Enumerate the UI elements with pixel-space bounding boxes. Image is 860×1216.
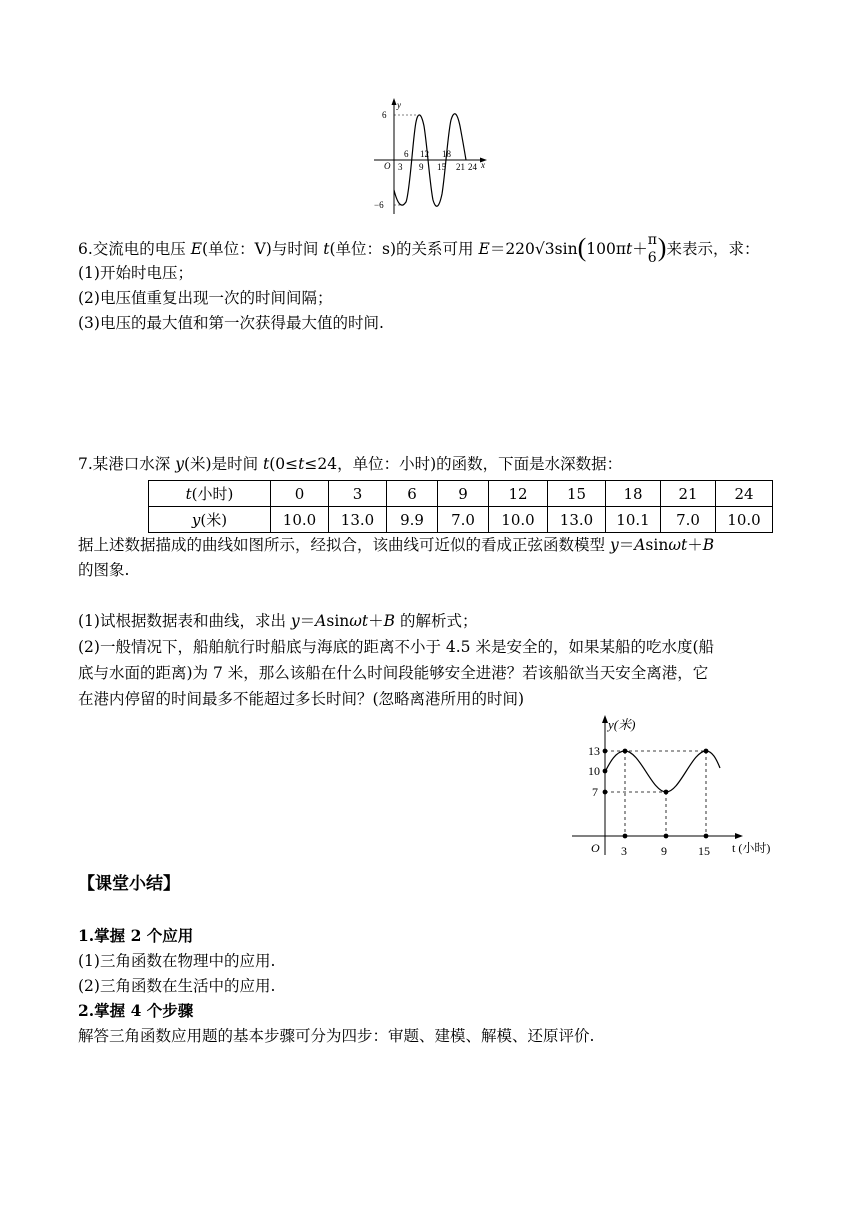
row-label-t [149,481,271,507]
q6-six: 6 [647,250,657,266]
point-t3 [623,834,628,839]
q6-right-paren: ) [657,233,667,262]
model-eq: ＝ [299,612,316,630]
x-tick-18: 18 [442,149,451,159]
y-tick-13: 13 [588,744,600,758]
x-tick-6: 6 [404,149,409,159]
y-axis-label: y [397,100,401,110]
model-A: A [634,536,646,554]
label-var: y [191,511,201,529]
table-cell: 21 [661,481,716,507]
summary-steps-text: 解答三角函数应用题的基本步骤可分为四步：审题、建模、解模、还原评价. [78,1027,595,1045]
table-cell: 24 [716,481,773,507]
q7-text: 7.某港口水深 [78,455,176,473]
q7-part2-line3: 在港内停留的时间最多不能超过多长时间？(忽略离港所用的时间) [78,690,525,708]
point-t15 [704,834,709,839]
label-unit: (米) [200,511,228,529]
water-depth-figure [560,712,792,862]
model-sin: sin [645,536,669,554]
x-tick-15: 15 [437,162,446,172]
q6-stem [78,232,760,266]
x-tick-21: 21 [456,162,465,172]
q6-var-E: E [190,240,203,258]
y-axis-arrow [392,98,397,105]
origin-label: O [591,841,600,855]
sine-graph-figure [360,96,500,216]
table-cell: 13.0 [548,507,606,533]
x-axis-label: x [481,160,485,170]
table-cell: 10.0 [271,507,329,533]
depth-curve [605,751,720,792]
table-cell: 0 [271,481,329,507]
table-cell: 9.9 [387,507,438,533]
q7-var-t: t [263,455,270,473]
x-axis-label: t (小时) [732,841,771,855]
q6-text: ＝220 [489,240,535,258]
q6-var-t: t [626,240,633,258]
y-tick-neg6: −6 [374,200,384,210]
model-plus: ＋ [368,612,384,630]
q7-model-line [78,535,714,555]
model-B: B [383,612,396,630]
q6-text: 来表示，求： [666,240,760,258]
point-trough-9 [664,790,669,795]
x-tick-3: 3 [398,162,403,172]
x-tick-12: 12 [420,149,429,159]
table-cell: 3 [329,481,387,507]
point-7 [603,790,608,795]
table-cell: 10.0 [716,507,773,533]
point-peak-3 [623,749,628,754]
table-row-t [149,481,773,507]
x-tick-9: 9 [661,844,667,858]
model-wt: ωt [349,612,369,630]
x-tick-9: 9 [419,162,424,172]
x-tick-15: 15 [698,844,710,858]
q7-part2-line2: 底与水面的距离)为 7 米，那么该船在什么时间段能够安全进港？若该船欲当天安全离港，它 [78,664,709,682]
depth-data-table [148,480,773,533]
x-axis-arrow [735,833,743,839]
model-plus: ＋ [687,536,703,554]
y-tick-7: 7 [592,785,598,799]
point-peak-15 [704,749,709,754]
q6-text: 6.交流电的电压 [78,240,191,258]
table-cell: 9 [438,481,489,507]
summary-title: 【课堂小结】 [78,874,180,894]
label-var: t [185,485,192,503]
model-y: y [609,536,619,554]
q7-text: (0≤ [269,455,299,473]
label-unit: (小时) [191,485,234,503]
q6-var-t: t [323,240,330,258]
q6-pi-over-6 [647,232,658,266]
table-cell: 13.0 [329,507,387,533]
q6-part2: (2)电压值重复出现一次的时间间隔； [78,289,333,307]
point-13 [603,749,608,754]
q7-text: (1)试根据数据表和曲线，求出 [78,612,291,630]
summary-heading-1: 1.掌握 2 个应用 [78,926,194,945]
q6-text: (单位：s)的关系可用 [329,240,479,258]
x-tick-24: 24 [468,162,477,172]
table-row-y [149,507,773,533]
summary-item-1: (1)三角函数在物理中的应用. [78,952,276,970]
q7-var-y: y [175,455,184,473]
y-tick-10: 10 [588,764,600,778]
q7-part2-line1: (2)一般情况下，船舶航行时船底与海底的距离不小于 4.5 米是安全的，如果某船的吃水度(船 [78,638,715,656]
y-axis-label: y(米) [608,717,636,732]
point-t9 [664,834,669,839]
q6-sqrt3: √3 [534,240,555,258]
table-cell: 18 [606,481,661,507]
q7-model-line2: 的图象. [78,561,130,579]
q6-pi: π [647,232,657,248]
table-cell: 10.0 [489,507,548,533]
model-eq: ＝ [618,536,635,554]
q6-part3: (3)电压的最大值和第一次获得最大值的时间. [78,314,384,332]
x-tick-3: 3 [621,844,627,858]
table-cell: 12 [489,481,548,507]
q6-plus: ＋ [632,240,648,258]
origin-label: O [384,161,391,171]
table-cell: 7.0 [438,507,489,533]
model-B: B [702,536,715,554]
q6-part1: (1)开始时电压； [78,264,193,282]
model-sin: sin [326,612,350,630]
table-cell: 15 [548,481,606,507]
q7-part1 [78,611,478,631]
table-cell: 6 [387,481,438,507]
model-wt: ωt [668,536,688,554]
table-cell: 7.0 [661,507,716,533]
model-A: A [315,612,327,630]
q6-arg: 100π [586,240,627,258]
q7-text: (米)是时间 [183,455,264,473]
row-label-y [149,507,271,533]
q7-var-t: t [298,455,305,473]
q7-text: 据上述数据描成的曲线如图所示，经拟合，该曲线可近似的看成正弦函数模型 [78,536,610,554]
point-10 [603,769,608,774]
q6-sin: sin [554,240,578,258]
q7-text: 的解析式； [395,612,478,630]
y-tick-6: 6 [382,110,387,120]
table-cell: 10.1 [606,507,661,533]
q7-text: ≤24，单位：小时)的函数，下面是水深数据： [304,455,623,473]
summary-item-2: (2)三角函数在生活中的应用. [78,977,276,995]
q7-stem [78,454,622,474]
q6-left-paren: ( [577,233,587,262]
q6-text: (单位：V)与时间 [202,240,324,258]
model-y: y [290,612,300,630]
summary-heading-2: 2.掌握 4 个步骤 [78,1001,194,1020]
q6-var-E: E [478,240,490,258]
